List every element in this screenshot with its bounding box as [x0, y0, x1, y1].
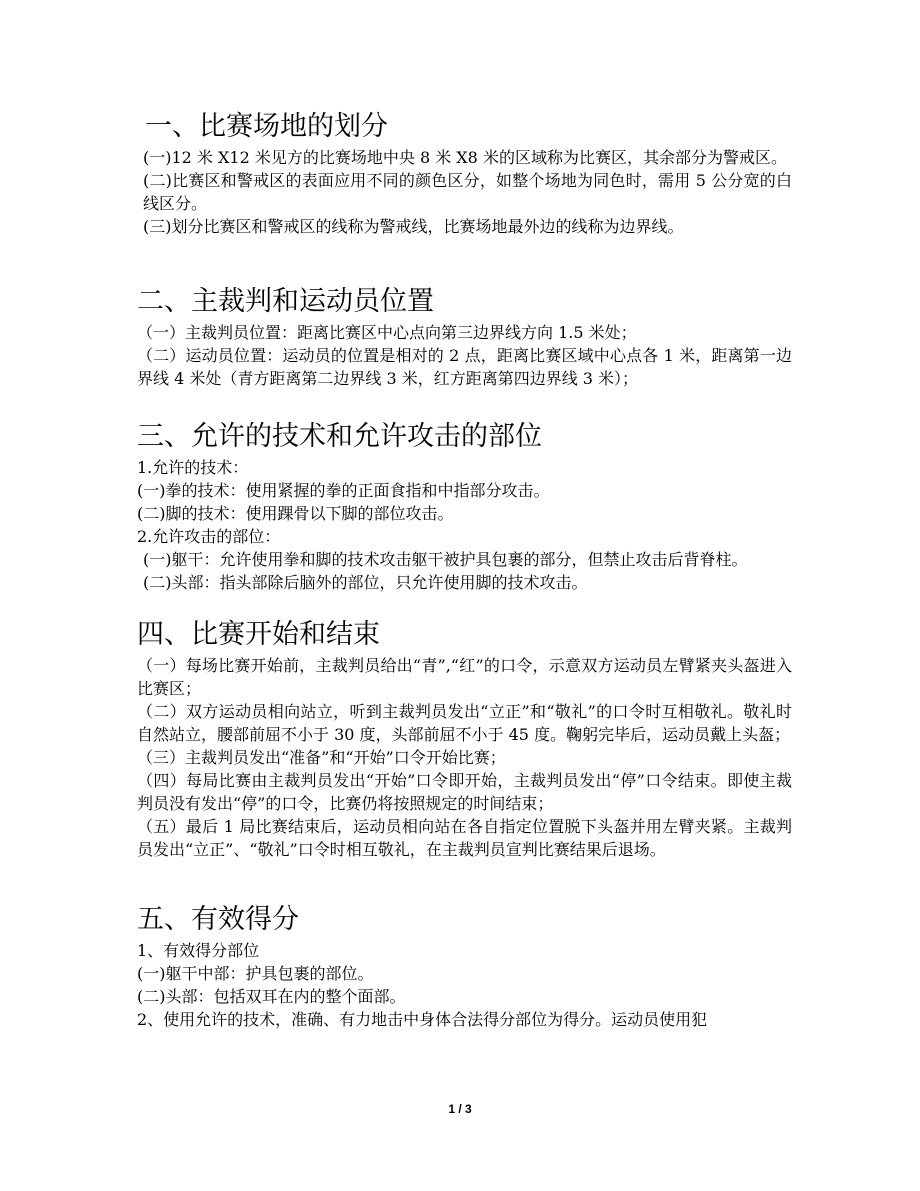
paragraph: （五）最后 1 局比赛结束后，运动员相向站在各自指定位置脱下头盔并用左臂夹紧。主裁判员发出“立正”、“敬礼”口令时相互敬礼，在主裁判员宣判比赛结果后退场。	[137, 817, 792, 859]
paragraph: (一)12 米 X12 米见方的比赛场地中央 8 米 X8 米的区域称为比赛区，其余部分为警戒区。	[143, 148, 787, 167]
paragraph: 2.允许攻击的部位：	[137, 527, 281, 546]
paragraph: （一）主裁判员位置：距离比赛区中心点向第三边界线方向 1.5 米处；	[137, 323, 637, 342]
paragraph: (一)躯干：允许使用拳和脚的技术攻击躯干被护具包裹的部分，但禁止攻击后背脊柱。	[143, 550, 748, 569]
paragraph: (三)划分比赛区和警戒区的线称为警戒线，比赛场地最外边的线称为边界线。	[143, 217, 684, 236]
paragraph: （四）每局比赛由主裁判员发出“开始”口令即开始，主裁判员发出“停”口令结束。即使主裁判员没有发出“停”的口令，比赛仍将按照规定的时间结束；	[137, 771, 792, 813]
paragraph: （一）每场比赛开始前，主裁判员给出“青”,“红”的口令，示意双方运动员左臂紧夹头盔进入比赛区；	[137, 656, 792, 698]
document-body	[137, 108, 792, 1031]
section-heading-scoring: 五、有效得分	[137, 904, 299, 935]
paragraph: 2、使用允许的技术，准确、有力地击中身体合法得分部位为得分。运动员使用犯	[137, 1010, 708, 1029]
paragraph: 1.允许的技术：	[137, 458, 249, 477]
section-heading-techniques: 三、允许的技术和允许攻击的部位	[137, 421, 542, 452]
paragraph: (二)头部：包括双耳在内的整个面部。	[137, 987, 406, 1006]
paragraph: (二)比赛区和警戒区的表面应用不同的颜色区分，如整个场地为同色时，需用 5 公分宽的白线区分。	[143, 171, 792, 213]
paragraph: (二)脚的技术：使用踝骨以下脚的部位攻击。	[137, 504, 454, 523]
paragraph: 1、有效得分部位	[137, 941, 260, 960]
section-techniques	[137, 418, 792, 594]
paragraph: （二）双方运动员相向站立，听到主裁判员发出“立正”和“敬礼”的口令时互相敬礼。敬礼时自然站立，腰部前屈不小于 30 度，头部前屈不小于 45 度。鞠躬完毕后，运动员戴上头盔；	[137, 702, 792, 744]
paragraph: (一)拳的技术：使用紧握的拳的正面食指和中指部分攻击。	[137, 481, 550, 500]
paragraph: (一)躯干中部：护具包裹的部位。	[137, 964, 374, 983]
section-heading-positions: 二、主裁判和运动员位置	[137, 286, 434, 317]
paragraph: (二)头部：指头部除后脑外的部位，只允许使用脚的技术攻击。	[143, 573, 588, 592]
section-scoring	[137, 901, 792, 1031]
paragraph: （二）运动员位置：运动员的位置是相对的 2 点，距离比赛区域中心点各 1 米，距离第一边界线 4 米处（青方距离第二边界线 3 米，红方距离第四边界线 3 米）；	[137, 346, 792, 388]
section-heading-start-end: 四、比赛开始和结束	[137, 619, 380, 650]
section-venue	[137, 108, 792, 238]
section-start-end	[137, 616, 792, 861]
page-number: 1 / 3	[448, 1102, 472, 1116]
section-heading-venue: 一、比赛场地的划分	[145, 111, 388, 142]
section-positions	[137, 283, 792, 390]
paragraph: （三）主裁判员发出“准备”和“开始”口令开始比赛；	[137, 748, 506, 767]
